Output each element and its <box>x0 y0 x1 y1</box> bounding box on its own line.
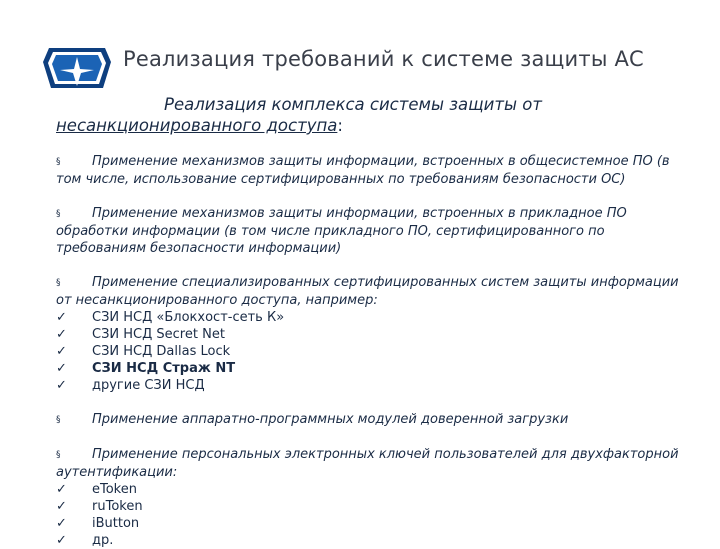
item-text: Применение специализированных сертифицированных систем защиты информации от несанкционированного доступа, например: <box>56 275 679 308</box>
check-icon: ✓ <box>56 499 67 514</box>
subtitle-line-2 <box>56 115 696 136</box>
item-text: Применение механизмов защиты информации, встроенных в прикладное ПО обработки информации (в том числе прикладного ПО, сертифицированного по требованиям безопасности информации) <box>56 206 627 256</box>
check-icon: ✓ <box>56 482 67 497</box>
check-icon: ✓ <box>56 378 67 393</box>
check-icon: ✓ <box>56 310 67 325</box>
bullet-icon: § <box>56 157 61 167</box>
bullet-icon: § <box>56 450 61 460</box>
check-list <box>56 481 696 549</box>
check-item: ✓ eToken <box>56 482 137 497</box>
logo-icon <box>41 42 113 94</box>
check-icon: ✓ <box>56 516 67 531</box>
subtitle <box>56 94 696 136</box>
check-item: ✓ СЗИ НСД «Блокхост-сеть К» <box>56 310 285 325</box>
item-text: Применение механизмов защиты информации, встроенных в общесистемное ПО (в том числе, использование сертифицированных по требованиям безопасности ОС) <box>56 154 670 187</box>
check-icon: ✓ <box>56 327 67 342</box>
item-4 <box>56 411 696 429</box>
item-5 <box>56 446 696 549</box>
item-3 <box>56 274 696 394</box>
check-icon: ✓ <box>56 361 67 376</box>
check-icon: ✓ <box>56 533 67 548</box>
bullet-icon: § <box>56 415 61 425</box>
subtitle-line-1: Реализация комплекса системы защиты от <box>164 95 542 114</box>
bullet-icon: § <box>56 209 61 219</box>
item-1 <box>56 153 696 188</box>
item-text: Применение аппаратно-программных модулей доверенной загрузки <box>92 412 569 427</box>
check-item: ✓ iButton <box>56 516 140 531</box>
check-item: ✓ другие СЗИ НСД <box>56 378 205 393</box>
check-item: ✓ СЗИ НСД Secret Net <box>56 327 225 342</box>
bullet-icon: § <box>56 278 61 288</box>
item-2 <box>56 205 696 257</box>
slide-content <box>56 94 696 549</box>
subtitle-colon: : <box>337 116 343 135</box>
item-text: Применение персональных электронных ключей пользователей для двухфакторной аутентификации: <box>56 447 679 480</box>
check-icon: ✓ <box>56 344 67 359</box>
check-item: ✓ СЗИ НСД Dallas Lock <box>56 344 231 359</box>
check-item: ✓ др. <box>56 533 114 548</box>
check-item: ✓ СЗИ НСД Страж NT <box>56 361 236 376</box>
subtitle-underlined: несанкционированного доступа <box>56 116 338 135</box>
check-list <box>56 309 696 394</box>
slide-title: Реализация требований к системе защиты АС <box>123 47 644 71</box>
check-item: ✓ ruToken <box>56 499 143 514</box>
